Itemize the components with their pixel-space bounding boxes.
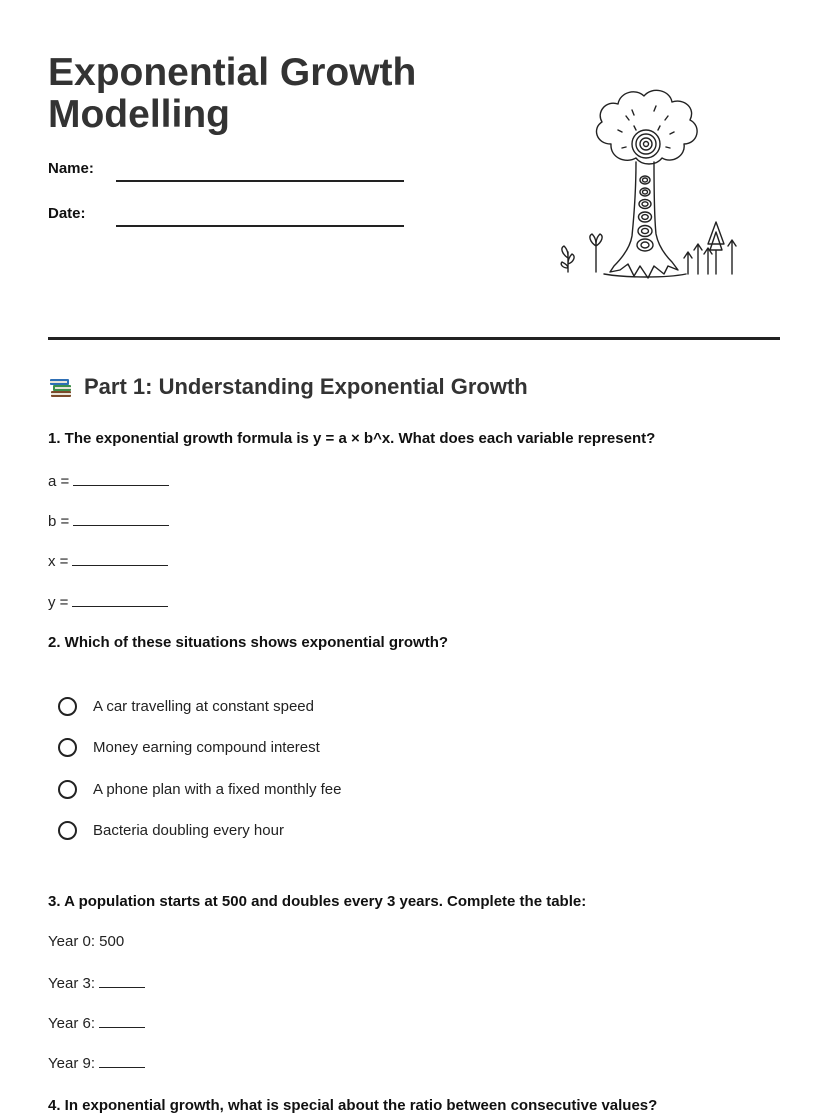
option-label: Bacteria doubling every hour — [93, 822, 284, 839]
books-icon — [48, 374, 74, 400]
tree-illustration — [556, 86, 740, 290]
name-field[interactable] — [116, 180, 404, 182]
answer-y-label: y = — [48, 594, 69, 611]
radio-button[interactable] — [58, 821, 77, 840]
answer-b-label: b = — [48, 513, 70, 530]
answer-y-row — [48, 592, 168, 611]
year-3-label: Year 3: — [48, 975, 95, 992]
name-label: Name: — [48, 160, 94, 177]
date-label: Date: — [48, 205, 86, 222]
worksheet-title: Exponential Growth Modelling — [48, 51, 417, 136]
answer-b-field[interactable] — [73, 511, 169, 526]
answer-x-label: x = — [48, 553, 69, 570]
option-phone-plan[interactable] — [58, 780, 342, 799]
year-9-row — [48, 1053, 145, 1072]
year-0-label: Year 0: 500 — [48, 933, 125, 950]
radio-button[interactable] — [58, 780, 77, 799]
answer-a-row — [48, 471, 169, 490]
year-6-row — [48, 1013, 145, 1032]
year-0-row — [48, 933, 124, 950]
option-bacteria[interactable] — [58, 821, 284, 840]
option-label: Money earning compound interest — [93, 739, 320, 756]
part1-heading — [48, 374, 528, 400]
option-compound-interest[interactable] — [58, 738, 320, 757]
option-label: A car travelling at constant speed — [93, 698, 314, 715]
question-4: 4. In exponential growth, what is special about the ratio between consecutive values? — [48, 1097, 658, 1114]
year-3-field[interactable] — [99, 973, 145, 988]
year-9-field[interactable] — [99, 1053, 145, 1068]
year-9-label: Year 9: — [48, 1055, 95, 1072]
radio-button[interactable] — [58, 738, 77, 757]
question-2: 2. Which of these situations shows exponential growth? — [48, 634, 449, 651]
radio-button[interactable] — [58, 697, 77, 716]
option-car[interactable] — [58, 697, 314, 716]
option-label: A phone plan with a fixed monthly fee — [93, 781, 342, 798]
section-divider — [48, 337, 780, 340]
answer-x-row — [48, 551, 168, 570]
answer-y-field[interactable] — [72, 592, 168, 607]
question-3: 3. A population starts at 500 and doubles every 3 years. Complete the table: — [48, 893, 587, 910]
year-6-label: Year 6: — [48, 1015, 95, 1032]
question-1: 1. The exponential growth formula is y = a × b^x. What does each variable represent? — [48, 430, 656, 447]
year-6-field[interactable] — [99, 1013, 145, 1028]
date-field[interactable] — [116, 225, 404, 227]
answer-a-field[interactable] — [73, 471, 169, 486]
year-3-row — [48, 973, 145, 992]
answer-a-label: a = — [48, 473, 70, 490]
answer-x-field[interactable] — [72, 551, 168, 566]
part1-heading-text: Part 1: Understanding Exponential Growth — [84, 374, 528, 399]
answer-b-row — [48, 511, 169, 530]
